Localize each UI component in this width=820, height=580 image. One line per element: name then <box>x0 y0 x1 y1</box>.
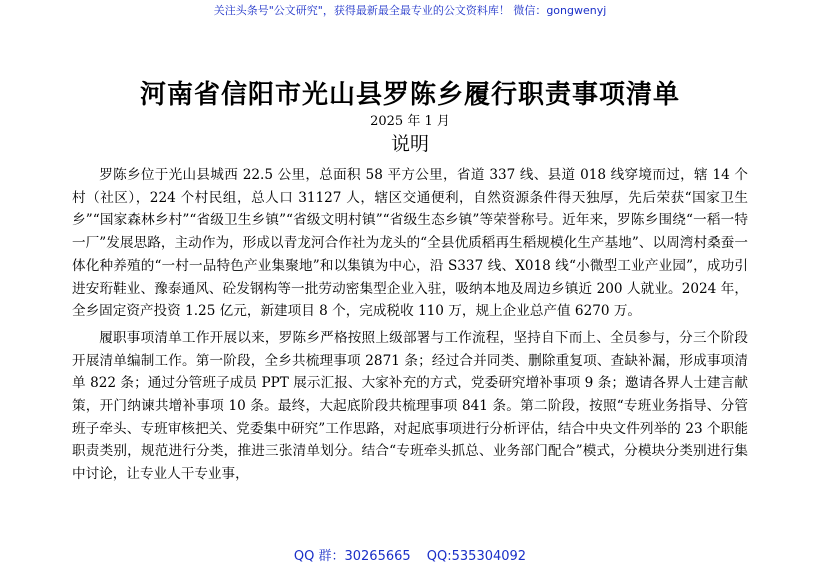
document-title: 河南省信阳市光山县罗陈乡履行职责事项清单 <box>139 80 680 110</box>
header-banner: 关注头条号"公文研究"，获得最新最全最专业的公文资料库！ 微信：gongwenyj <box>213 4 607 17</box>
document-date: 2025 年 1 月 <box>370 114 450 129</box>
paragraph-process: 履职事项清单工作开展以来，罗陈乡严格按照上级部署与工作流程，坚持自下而上、全员参与，分三个阶段开展清单编制工作。第一阶段，全乡共梳理事项 2871 条；经过合并同类、删除重复项、查缺补漏，形成事项清单 822 条；通过分管班子成员 PPT 展示汇报、大家补充的方式，党委研究增补事项 9 条；邀请各界人士建言献策，开门纳谏共增补事项 10 条。最终，大起底阶段共梳理事项 841 条。第二阶段，按照“专班业务指导、分管班子牵头、专班审核把关、党委集中研究”工作思路，对起底事项进行分析评估，结合中央文件列举的 23 个职能职责类别，规范进行分类，推进三张清单划分。结合“专班牵头抓总、业务部门配合”模式，分模块分类别进行集中讨论，让专业人干专业事， <box>72 329 748 483</box>
qq-group-text: QQ 群：30265665 <box>293 549 411 564</box>
document-page <box>72 78 748 486</box>
footer-contact <box>0 548 820 566</box>
qq-number-text: QQ:535304092 <box>426 549 527 564</box>
section-heading: 说明 <box>390 133 429 155</box>
paragraph-overview: 罗陈乡位于光山县城西 22.5 公里，总面积 58 平方公里，省道 337 线、县道 018 线穿境而过，辖 14 个村（社区），224 个村民组，总人口 31127 人，辖区交通便利，自然资源条件得天独厚，先后荣获“国家卫生乡”“国家森林乡村”“省级卫生乡镇”“省级文明村镇”“省级生态乡镇”等荣誉称号。近年来，罗陈乡围绕“一稻一特一厂”发展思路，主动作为，形成以青龙河合作社为龙头的“全县优质稻再生稻规模化生产基地”、以周湾村桑蚕一体化种养殖的“一村一品特色产业集聚地”和以集镇为中心，沿 S337 线、X018 线“小微型工业产业园”，成功引进安珩鞋业、豫泰通风、砼发钢构等一批劳动密集型企业入驻，吸纳本地及周边乡镇近 200 人就业。2024 年，全乡固定资产投资 1.25 亿元，新建项目 8 个，完成税收 110 万，规上企业总产值 6270 万。 <box>72 167 748 320</box>
